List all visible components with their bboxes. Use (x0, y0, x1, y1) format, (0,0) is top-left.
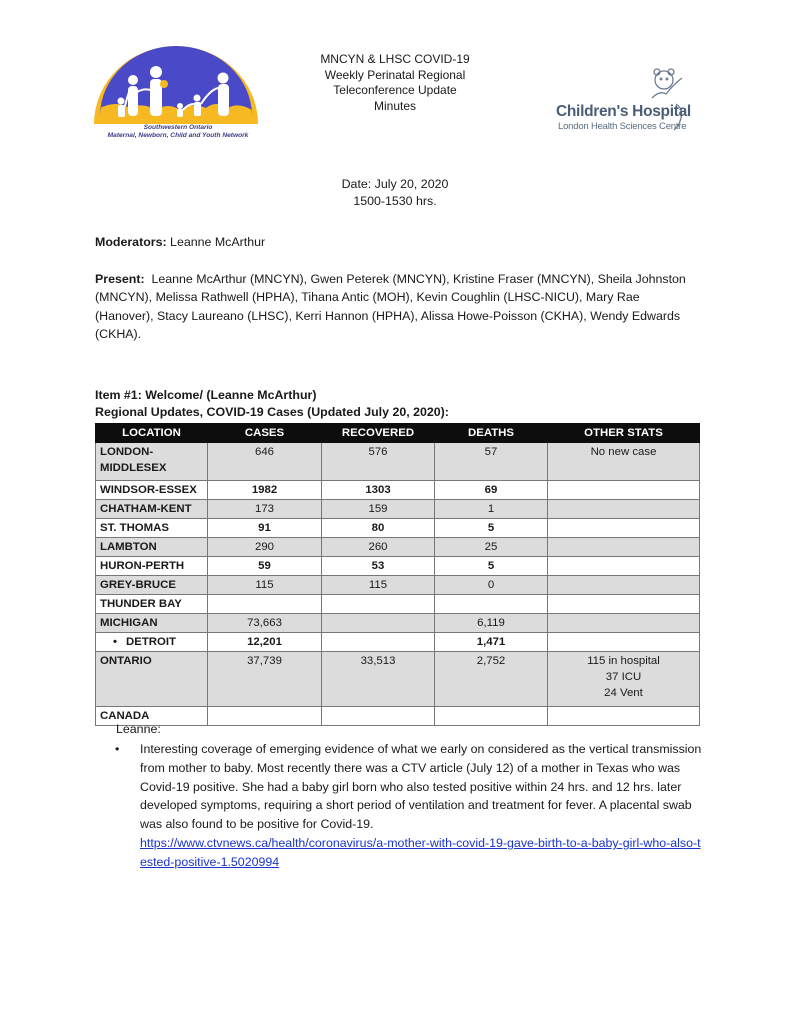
other-stats-cell (548, 538, 700, 557)
table-header-row (96, 424, 700, 443)
cases-cell (208, 707, 322, 726)
cases-cell: 37,739 (208, 652, 322, 707)
location-cell: ST. THOMAS (96, 519, 208, 538)
table-row (96, 707, 700, 726)
recovered-cell (322, 614, 435, 633)
location-cell: MICHIGAN (96, 614, 208, 633)
deaths-cell: 6,119 (435, 614, 548, 633)
meeting-date-block (240, 176, 550, 210)
table-row (96, 614, 700, 633)
table-row (96, 633, 700, 652)
column-header: CASES (208, 424, 322, 443)
other-stats-cell (548, 500, 700, 519)
recovered-cell: 80 (322, 519, 435, 538)
table-row (96, 443, 700, 481)
recovered-cell (322, 707, 435, 726)
other-stats-cell (548, 481, 700, 500)
location-cell: LONDON-MIDDLESEX (96, 443, 208, 481)
other-stats-cell: No new case (548, 443, 700, 481)
column-header: DEATHS (435, 424, 548, 443)
other-stat-line: 24 Vent (604, 687, 643, 699)
location-cell: GREY-BRUCE (96, 576, 208, 595)
childrens-hospital-name: Children's Hospital (556, 103, 691, 120)
bullet-icon: • (115, 742, 120, 756)
location-cell: LAMBTON (96, 538, 208, 557)
recovered-cell: 260 (322, 538, 435, 557)
other-stat-line: 115 in hospital (587, 655, 660, 667)
column-header: OTHER STATS (548, 424, 700, 443)
covid-stats-table (95, 423, 700, 726)
cases-cell: 646 (208, 443, 322, 481)
location-cell: HURON-PERTH (96, 557, 208, 576)
column-header: LOCATION (96, 424, 208, 443)
cases-cell: 290 (208, 538, 322, 557)
deaths-cell: 5 (435, 519, 548, 538)
location-cell: CANADA (96, 707, 208, 726)
cases-cell: 173 (208, 500, 322, 519)
item-heading: Item #1: Welcome/ (Leanne McArthur) (95, 388, 317, 402)
document-title (290, 52, 500, 114)
column-header: RECOVERED (322, 424, 435, 443)
meeting-time: 1500-1530 hrs. (353, 194, 437, 208)
deaths-cell: 1,471 (435, 633, 548, 652)
cases-cell: 1982 (208, 481, 322, 500)
location-cell: THUNDER BAY (96, 595, 208, 614)
title-line: Minutes (373, 98, 417, 113)
other-stats-cell (548, 652, 700, 707)
present-value: Leanne McArthur (MNCYN), Gwen Peterek (MNCYN), Kristine Fraser (MNCYN), Sheila Johnston (MNCYN), Melissa Rathwell (HPHA), Tihana Antic (MOH), Kevin Coughlin (LHSC-NICU), Mary Rae (Hanover), Stacy Laureano (LHSC), Kerri Hannon (HPHA), Alissa Howe-Poisson (CKHA), Wendy Edwards (CKHA). (95, 272, 690, 341)
speaker-label: Leanne: (116, 722, 161, 736)
title-line: MNCYN & LHSC COVID-19 (320, 52, 470, 66)
table-row (96, 481, 700, 500)
moderators-label: Moderators: (95, 235, 167, 249)
recovered-cell (322, 633, 435, 652)
mncyn-logo-caption (88, 124, 268, 140)
logo-caption-line: Maternal, Newborn, Child and Youth Network (107, 132, 249, 139)
recovered-cell: 576 (322, 443, 435, 481)
deaths-cell: 5 (435, 557, 548, 576)
present-line (95, 270, 700, 343)
title-line: Weekly Perinatal Regional (324, 67, 466, 82)
title-line: Teleconference Update (333, 83, 457, 97)
cases-cell: 59 (208, 557, 322, 576)
meeting-date: Date: July 20, 2020 (341, 177, 449, 191)
cases-cell: 12,201 (208, 633, 322, 652)
ctv-article-link[interactable]: https://www.ctvnews.ca/health/coronavirus/a-mother-with-covid-19-gave-birth-to-a-baby-girl-who-also-tested-positive-1.5020994 (140, 835, 701, 869)
notes-bullet-list (115, 740, 705, 872)
deaths-cell: 2,752 (435, 652, 548, 707)
cases-cell: 91 (208, 519, 322, 538)
item-heading-block (95, 387, 449, 421)
item-subheading: Regional Updates, COVID-19 Cases (Updated July 20, 2020): (95, 405, 449, 419)
childrens-hospital-subtitle: London Health Sciences Centre (558, 121, 687, 132)
deaths-cell: 25 (435, 538, 548, 557)
moderators-value: Leanne McArthur (166, 235, 266, 249)
location-cell: CHATHAM-KENT (96, 500, 208, 519)
notes-bullet-item (115, 740, 705, 872)
other-stats-cell (548, 707, 700, 726)
recovered-cell: 159 (322, 500, 435, 519)
logo-caption-line: Southwestern Ontario (143, 124, 213, 131)
deaths-cell (435, 595, 548, 614)
table-row (96, 557, 700, 576)
location-cell: ONTARIO (96, 652, 208, 707)
mncyn-family-logo-icon (88, 44, 263, 126)
other-stats-cell (548, 519, 700, 538)
other-stats-cell (548, 595, 700, 614)
recovered-cell (322, 595, 435, 614)
deaths-cell: 57 (435, 443, 548, 481)
table-row (96, 519, 700, 538)
cases-cell: 73,663 (208, 614, 322, 633)
recovered-cell: 33,513 (322, 652, 435, 707)
location-cell: WINDSOR-ESSEX (96, 481, 208, 500)
bullet-icon: • (113, 636, 117, 648)
other-stat-line: 37 ICU (605, 671, 642, 683)
deaths-cell (435, 707, 548, 726)
deaths-cell: 69 (435, 481, 548, 500)
deaths-cell: 1 (435, 500, 548, 519)
other-stats-cell (548, 576, 700, 595)
table-row (96, 652, 700, 707)
location-label: DETROIT (126, 636, 176, 648)
cases-cell: 115 (208, 576, 322, 595)
cases-cell (208, 595, 322, 614)
present-label: Present: (95, 272, 145, 286)
deaths-cell: 0 (435, 576, 548, 595)
location-cell (96, 633, 208, 652)
moderators-line (95, 233, 700, 251)
other-stats-cell (548, 557, 700, 576)
recovered-cell: 53 (322, 557, 435, 576)
table-row (96, 595, 700, 614)
table-row (96, 576, 700, 595)
other-stats-cell (548, 614, 700, 633)
recovered-cell: 1303 (322, 481, 435, 500)
table-row (96, 538, 700, 557)
other-stats-cell (548, 633, 700, 652)
table-row (96, 500, 700, 519)
note-text: Interesting coverage of emerging evidence of what we early on considered as the vertical transmission from mother to baby. Most recently there was a CTV article (July 12) of a mother in Texas who was Covid-19 positive. She had a baby girl born who also tested positive within 24 hrs. and 12 hrs. later developed symptoms, requiring a short period of ventilation and treatment for fever. A placental swab was also found to be positive for Covid-19. (140, 742, 702, 832)
recovered-cell: 115 (322, 576, 435, 595)
